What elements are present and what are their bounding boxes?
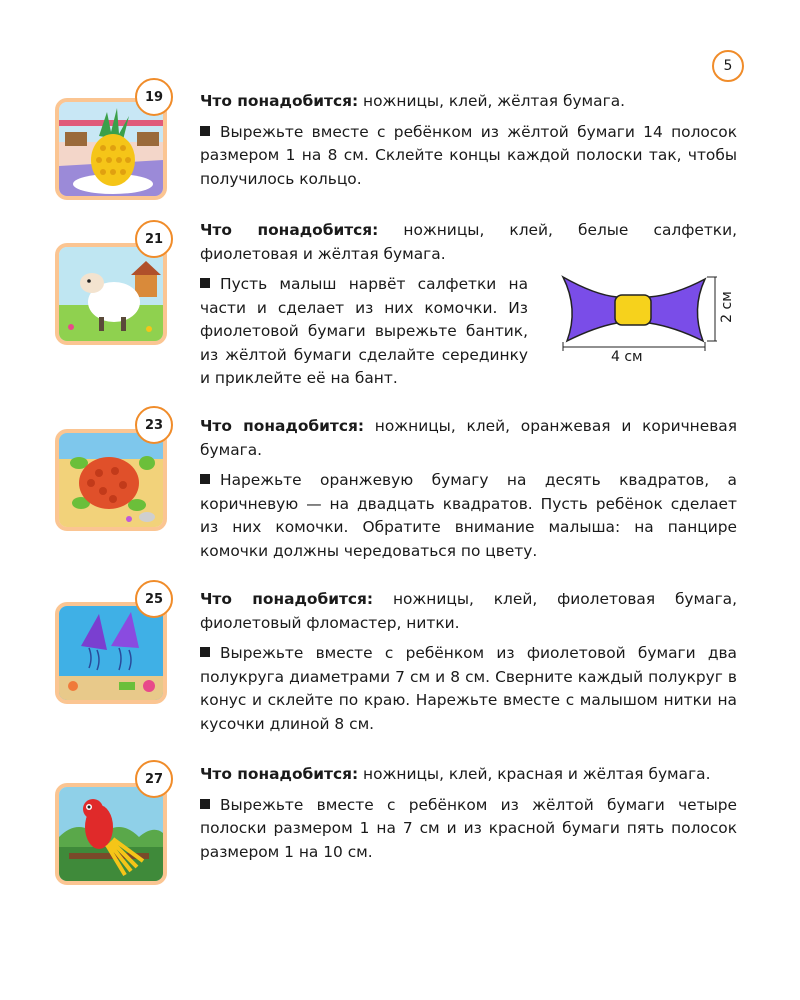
requirements-line [200,763,737,787]
sheep-thumbnail [55,243,167,345]
bullet-icon [200,474,210,484]
pineapple-picture [59,102,163,196]
bullet-icon [200,799,210,809]
instructions-text: Вырежьте вместе с ребёнком из жёлтой бумаги четыре полоски размером 1 на 7 см и из красной бумаги пять полосок размером 1 на 10 см. [200,795,737,861]
parrot-picture [59,787,163,881]
requirements-list: ножницы, клей, белые салфетки, фиолетовая и жёлтая бумага. [200,221,737,263]
requirements-label: Что понадобится: [200,221,379,239]
page-number: 5 [712,50,744,82]
instructions-paragraph [200,121,737,192]
instructions-paragraph [200,469,737,563]
parrot-thumbnail [55,783,167,885]
turtle-thumbnail [55,429,167,531]
requirements-line [200,90,737,114]
bow-shape [555,271,755,381]
section-number-badge: 19 [135,78,173,116]
instructions-text: Пусть малыш нарвёт салфетки на части и сделает из них комочки. Из фиолетовой бумаги вырежьте бантик, из жёлтой бумаги сделайте серединку и приклейте её на бант. [200,275,528,387]
requirements-list: ножницы, клей, жёлтая бумага. [358,92,626,110]
section-number-badge: 21 [135,220,173,258]
jellyfish-picture [59,606,163,700]
requirements-line [200,415,737,462]
requirements-line [200,588,737,635]
instructions-text: Вырежьте вместе с ребёнком из жёлтой бумаги 14 полосок размером 1 на 8 см. Склейте концы каждой полоски так, чтобы получилось кольцо. [200,122,737,188]
requirements-list: ножницы, клей, оранжевая и коричневая бумага. [200,417,737,459]
section-text [200,763,737,871]
section-number-badge: 27 [135,760,173,798]
section-number-badge: 25 [135,580,173,618]
bullet-icon [200,278,210,288]
requirements-line [200,219,737,266]
bullet-icon [200,126,210,136]
requirements-label: Что понадобится: [200,765,359,783]
section-number-badge: 23 [135,406,173,444]
section-text [200,90,737,198]
requirements-label: Что понадобится: [200,417,365,435]
bow-height-label: 2 см [718,291,735,323]
sheep-picture [59,247,163,341]
turtle-picture [59,433,163,527]
instructions-text: Нарежьте оранжевую бумагу на десять квадратов, а коричневую — на двадцать квадратов. Пусть ребёнок сделает из них комочки. Обратите внимание малыша: на панцире комочки должны чередоваться по цвету. [200,471,737,560]
instructions-paragraph [200,273,528,391]
bow-width-label: 4 см [611,349,643,365]
requirements-list: ножницы, клей, красная и жёлтая бумага. [358,765,711,783]
section-text [200,588,737,743]
bullet-icon [200,647,210,657]
requirements-label: Что понадобится: [200,590,374,608]
section-text [200,415,737,570]
requirements-list: ножницы, клей, фиолетовая бумага, фиолетовый фломастер, нитки. [200,590,737,632]
instructions-text: Вырежьте вместе с ребёнком из фиолетовой бумаги два полукруга диаметрами 7 см и 8 см. Сверните каждый полукруг в конус и склейте по краю. Нарежьте вместе с малышом нитки на кусочки длиной 8 см. [200,644,737,733]
instructions-paragraph [200,794,737,865]
bow-diagram [555,271,755,381]
instructions-paragraph [200,642,737,736]
requirements-label: Что понадобится: [200,92,359,110]
